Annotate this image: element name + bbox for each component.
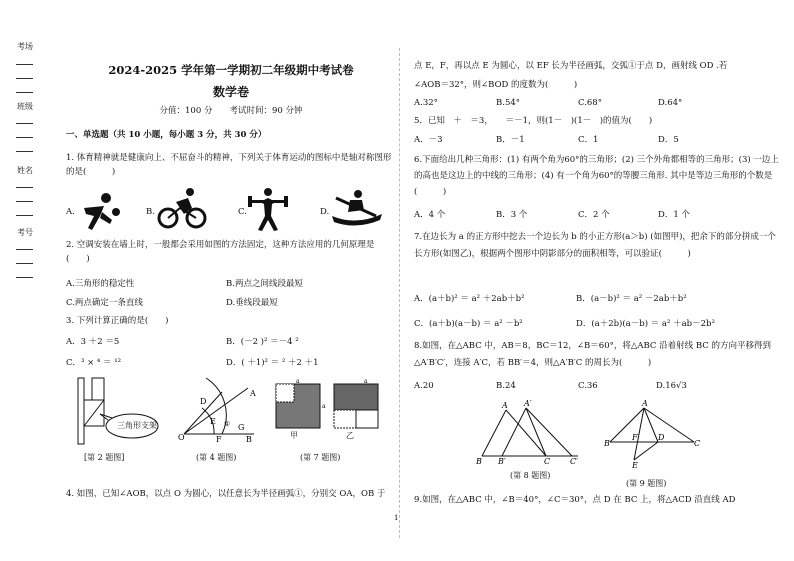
weightlifting-icon xyxy=(248,186,288,232)
q5-option-a[interactable]: A．－3 xyxy=(414,135,443,145)
svg-text:A: A xyxy=(642,399,648,408)
svg-text:C: C xyxy=(694,439,700,448)
q5-option-c[interactable]: C．1 xyxy=(578,135,599,145)
question-9-stem: 9.如图，在△ABC 中，∠B＝40°，∠C＝30°，点 D 在 BC 上，将△ACD 沿直线 AD xyxy=(414,495,736,505)
q8-option-b[interactable]: B.24 xyxy=(496,381,516,391)
volleyball-icon xyxy=(76,190,120,232)
page-number: 1 xyxy=(394,514,399,522)
question-8-stem: 8.如图，在△ABC 中，AB＝8，BC＝12，∠B＝60°，将△ABC 沿着射线 BC 的方向平移得到△A′B′C′，连接 A′C，若 BB′＝4，则△A′B′C 的周长为( ) xyxy=(414,341,771,368)
figure-9-folded-triangle xyxy=(604,398,700,470)
figure-8-caption: (第 8 题图) xyxy=(510,471,551,480)
name-line[interactable] xyxy=(16,215,33,216)
question-4-continuation: 点 E，F，再以点 E 为圆心，以 EF 长为半径画弧，交弧①于点 D，画射线 OD .若 xyxy=(414,61,728,71)
svg-text:G: G xyxy=(238,423,245,432)
q2-option-d[interactable]: D.垂线段最短 xyxy=(226,298,278,308)
svg-text:F: F xyxy=(632,433,638,442)
exam-number-line[interactable] xyxy=(16,249,33,250)
q8-option-c[interactable]: C.36 xyxy=(578,381,598,391)
question-2-stem: 2. 空调安装在墙上时，一般都会采用如图的方法固定，这种方法应用的几何原理是( ) xyxy=(66,240,375,264)
q1-option-b-label: B. xyxy=(146,207,155,217)
q3-option-a[interactable]: A．3 ＋2 ＝5 xyxy=(66,337,120,347)
class-label: 班级 xyxy=(17,102,33,111)
cycling-icon xyxy=(156,186,208,230)
svg-text:B: B xyxy=(246,435,252,444)
canoeing-icon xyxy=(330,186,384,230)
q2-option-b[interactable]: B.两点之间线段最短 xyxy=(226,279,303,289)
q7-option-a[interactable]: A．(a＋b)² ＝ a² ＋2ab＋b² xyxy=(414,294,525,304)
svg-text:B: B xyxy=(604,439,610,448)
q4-option-b[interactable]: B.54° xyxy=(496,98,521,108)
figure-2-caption: [第 2 题图] xyxy=(84,453,125,462)
q4-option-c[interactable]: C.68° xyxy=(578,98,602,108)
figure-7-caption: (第 7 题图) xyxy=(300,453,341,462)
figure-9-caption: (第 9 题图) xyxy=(626,479,667,488)
question-1-stem: 1. 体育精神就是健康向上、不屈奋斗的精神，下列关于体育运动的图标中是轴对称图形的是( ) xyxy=(66,153,392,177)
svg-text:O: O xyxy=(178,433,185,442)
q1-option-c-label: C. xyxy=(238,207,247,217)
q5-option-d[interactable]: D．5 xyxy=(658,135,679,145)
class-line[interactable] xyxy=(16,151,33,152)
svg-text:D: D xyxy=(200,397,207,406)
svg-text:A′: A′ xyxy=(524,399,532,408)
q7-option-b[interactable]: B．(a－b)² ＝ a² －2ab＋b² xyxy=(576,294,687,304)
q2-option-c[interactable]: C.两点确定一条直线 xyxy=(66,298,143,308)
question-4-continuation-2: ∠AOB＝32°，则∠BOD 的度数为( ) xyxy=(414,80,578,90)
question-4-stem: 4. 如图，已知∠AOB，以点 O 为圆心，以任意长为半径画弧①，分别交 OA，OB 于 xyxy=(66,489,386,499)
q6-option-d[interactable]: D．1 个 xyxy=(658,210,690,220)
exam-room-line[interactable] xyxy=(16,92,33,93)
q7-option-d[interactable]: D．(a＋2b)(a－b) ＝ a² ＋ab－2b² xyxy=(576,319,715,329)
q6-option-b[interactable]: B．3 个 xyxy=(496,210,528,220)
svg-text:C′: C′ xyxy=(570,457,578,466)
q1-option-d-label: D. xyxy=(320,207,330,217)
svg-text:E: E xyxy=(632,461,638,470)
exam-number-line[interactable] xyxy=(16,277,33,278)
figure-7-label-yi: 乙 xyxy=(346,431,354,440)
column-divider xyxy=(399,48,400,538)
question-5-stem: 5．已知 ＋ ＝3， ＝－1，则(1－ )(1－ )的值为( ) xyxy=(414,116,653,126)
exam-room-label: 考场 xyxy=(17,42,33,51)
svg-text:①: ① xyxy=(224,420,231,428)
exam-number-label: 考号 xyxy=(17,228,33,237)
figure-4-caption: (第 4 题图) xyxy=(196,453,237,462)
exam-number-line[interactable] xyxy=(16,263,33,264)
section-heading: 一、单选题（共 10 小题，每小题 3 分，共 30 分） xyxy=(66,130,267,140)
q6-option-a[interactable]: A．4 个 xyxy=(414,210,446,220)
q1-option-a-label: A. xyxy=(66,207,75,217)
figure-8-translated-triangles xyxy=(472,398,588,468)
name-line[interactable] xyxy=(16,187,33,188)
name-label: 姓名 xyxy=(17,166,33,175)
svg-text:F: F xyxy=(216,435,222,444)
exam-subtitle: 数学卷 xyxy=(212,85,249,99)
svg-text:D: D xyxy=(658,433,665,442)
figure-2-bubble-text: 三角形支架 xyxy=(117,421,157,430)
figure-4-angle-construction xyxy=(176,374,256,444)
figure-2-air-conditioner xyxy=(72,376,168,446)
class-line[interactable] xyxy=(16,123,33,124)
figure-7-label-jia: 甲 xyxy=(290,431,298,440)
q4-option-a[interactable]: A.32° xyxy=(414,98,438,108)
exam-info: 分值：100 分 考试时间：90 分钟 xyxy=(159,106,303,116)
svg-text:a: a xyxy=(322,403,326,410)
svg-text:A: A xyxy=(250,389,256,398)
svg-text:a: a xyxy=(364,378,368,385)
q8-option-a[interactable]: A.20 xyxy=(414,381,434,391)
q7-option-c[interactable]: C．(a＋b)(a－b) ＝ a² －b² xyxy=(414,319,523,329)
question-6-stem: 6.下面给出几种三角形：(1) 有两个角为60°的三角形；(2) 三个外角都相等的三角形；(3) 一边上的高也是这边上的中线的三角形；(4) 有一个角为60°的等腰三角形. 其中是等边三角形的个数是( ) xyxy=(414,155,779,197)
q3-option-d[interactable]: D．( ＋1)² ＝ ² ＋2 ＋1 xyxy=(226,358,319,368)
svg-text:A: A xyxy=(502,401,508,410)
q3-option-c[interactable]: C．³ × ⁴ ＝ ¹² xyxy=(66,358,122,368)
svg-text:a: a xyxy=(296,378,300,385)
q4-option-d[interactable]: D.64° xyxy=(658,98,683,108)
q3-option-b[interactable]: B．(－2 )² ＝－4 ² xyxy=(226,337,299,347)
q5-option-b[interactable]: B．－1 xyxy=(496,135,525,145)
q8-option-d[interactable]: D.16√3 xyxy=(656,381,687,391)
q2-option-a[interactable]: A.三角形的稳定性 xyxy=(66,279,135,289)
exam-title: 2024-2025 学年第一学期初二年级期中考试卷 xyxy=(108,63,354,77)
q6-option-c[interactable]: C．2 个 xyxy=(578,210,610,220)
svg-text:C: C xyxy=(544,457,551,466)
svg-text:B′: B′ xyxy=(498,457,506,466)
exam-room-line[interactable] xyxy=(16,64,33,65)
name-line[interactable] xyxy=(16,201,33,202)
question-3-stem: 3. 下列计算正确的是( ) xyxy=(66,316,169,326)
class-line[interactable] xyxy=(16,137,33,138)
question-7-stem: 7.在边长为 a 的正方形中挖去一个边长为 b 的小正方形(a＞b) (如图甲)，把余下的部分拼成一个长方形(如图乙)，根据两个图形中阴影部分的面积相等，可以验证( ) xyxy=(414,232,776,259)
exam-room-line[interactable] xyxy=(16,78,33,79)
svg-text:B: B xyxy=(476,457,482,466)
svg-text:E: E xyxy=(210,417,216,426)
